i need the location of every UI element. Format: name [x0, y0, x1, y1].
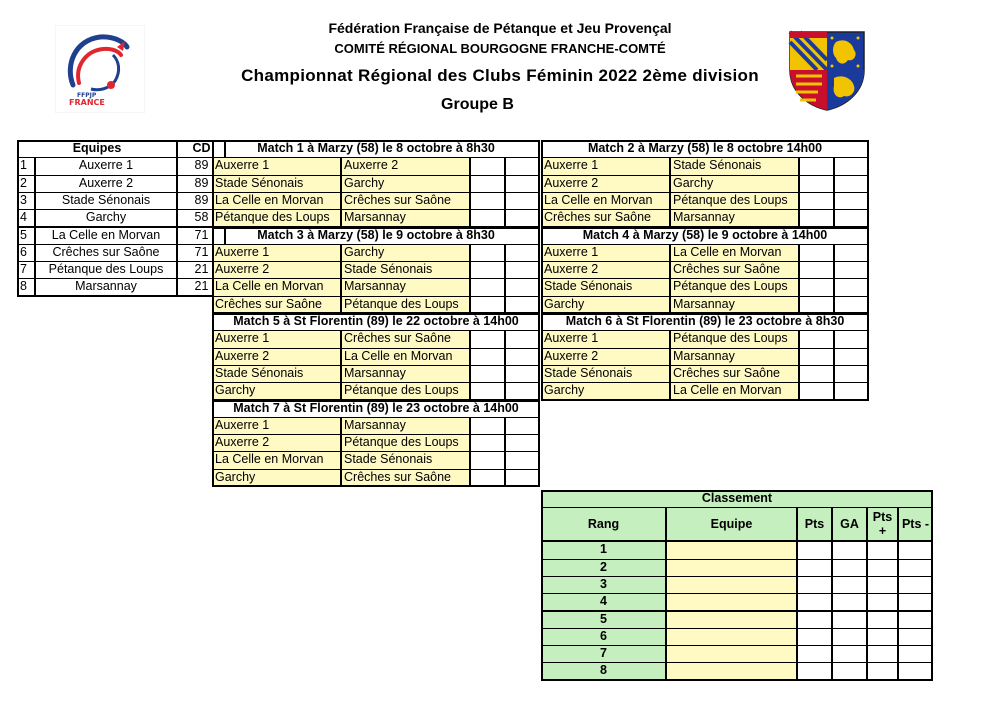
ranking-value [832, 628, 867, 646]
match-home-team: La Celle en Morvan [541, 192, 670, 210]
match-away-team: Crêches sur Saône [341, 192, 470, 210]
team-name: Auxerre 1 [35, 157, 177, 175]
match-title: Match 5 à St Florentin (89) le 22 octobre à 14h00 [212, 313, 540, 331]
match-title: Match 4 à Marzy (58) le 9 octobre à 14h00 [541, 227, 869, 245]
match-score-home [470, 348, 505, 366]
match-score-home [470, 469, 505, 487]
match-home-team: Auxerre 1 [212, 157, 341, 175]
match-score-home [470, 382, 505, 400]
match-away-team: Marsannay [341, 417, 470, 435]
teams-header-team: Equipes [17, 140, 177, 158]
team-cd: 58 [177, 209, 226, 227]
match-score-home [470, 296, 505, 314]
ranking-rank: 4 [541, 593, 666, 611]
match-score-home [470, 261, 505, 279]
federation-title: Fédération Française de Pétanque et Jeu Provençal [328, 20, 672, 36]
match-score-away [834, 192, 869, 210]
match-score-away [505, 330, 540, 348]
match-score-away [505, 192, 540, 210]
ranking-rank: 3 [541, 576, 666, 594]
match-home-team: Auxerre 1 [541, 330, 670, 348]
ranking-header-pts-plus: Pts + [867, 507, 898, 541]
match-home-team: Auxerre 2 [212, 261, 341, 279]
match-home-team: Garchy [212, 382, 341, 400]
match-home-team: Auxerre 2 [541, 348, 670, 366]
committee-title: COMITÉ RÉGIONAL BOURGOGNE FRANCHE-COMTÉ [334, 41, 666, 56]
match-score-away [505, 434, 540, 452]
ranking-value [832, 662, 867, 680]
match-away-team: Pétanque des Loups [341, 296, 470, 314]
team-cd: 21 [177, 278, 226, 296]
team-cd: 21 [177, 261, 226, 279]
match-away-team: Marsannay [341, 278, 470, 296]
ranking-value [898, 541, 933, 559]
match-score-home [470, 417, 505, 435]
match-away-team: Marsannay [670, 209, 799, 227]
ranking-team [666, 559, 797, 577]
match-score-home [799, 209, 834, 227]
region-coat-of-arms-icon [788, 30, 866, 112]
match-score-home [799, 192, 834, 210]
match-score-away [834, 175, 869, 193]
team-name: Stade Sénonais [35, 192, 177, 210]
match-score-home [799, 244, 834, 262]
ranking-value [898, 611, 933, 629]
match-home-team: Auxerre 1 [212, 330, 341, 348]
ranking-rank: 8 [541, 662, 666, 680]
ffpjp-rooster-logo [55, 25, 145, 113]
match-score-home [799, 365, 834, 383]
team-name: Crêches sur Saône [35, 244, 177, 262]
ranking-value [898, 662, 933, 680]
ranking-rank: 7 [541, 645, 666, 663]
match-score-away [505, 382, 540, 400]
match-home-team: La Celle en Morvan [212, 451, 341, 469]
team-cd: 89 [177, 192, 226, 210]
match-home-team: Stade Sénonais [541, 278, 670, 296]
match-score-away [505, 209, 540, 227]
match-home-team: Stade Sénonais [212, 175, 341, 193]
match-away-team: Crêches sur Saône [670, 365, 799, 383]
ffpjp-france-text: FRANCE [69, 98, 105, 107]
match-away-team: Pétanque des Loups [341, 382, 470, 400]
ranking-value [867, 662, 898, 680]
match-away-team: Stade Sénonais [341, 261, 470, 279]
match-home-team: Garchy [541, 296, 670, 314]
match-away-team: Marsannay [341, 209, 470, 227]
ranking-value [898, 645, 933, 663]
team-number: 3 [17, 192, 35, 210]
ranking-value [797, 645, 832, 663]
team-name: La Celle en Morvan [35, 227, 177, 245]
ranking-rank: 5 [541, 611, 666, 629]
match-score-away [505, 451, 540, 469]
ranking-value [832, 593, 867, 611]
match-home-team: La Celle en Morvan [212, 192, 341, 210]
match-away-team: Stade Sénonais [341, 451, 470, 469]
ranking-header-pts-minus: Pts - [898, 507, 933, 541]
ranking-value [832, 645, 867, 663]
match-title: Match 6 à St Florentin (89) le 23 octobre à 8h30 [541, 313, 869, 331]
match-score-home [470, 434, 505, 452]
team-number: 4 [17, 209, 35, 227]
ranking-header-rang: Rang [541, 507, 666, 541]
ranking-team [666, 662, 797, 680]
ranking-value [832, 541, 867, 559]
ranking-value [867, 628, 898, 646]
ranking-value [832, 576, 867, 594]
championship-title: Championnat Régional des Clubs Féminin 2022 2ème division [241, 66, 759, 85]
match-home-team: Stade Sénonais [212, 365, 341, 383]
teams-header-cd: CD [177, 140, 226, 158]
match-score-home [799, 261, 834, 279]
ranking-rank: 1 [541, 541, 666, 559]
match-home-team: Auxerre 1 [541, 244, 670, 262]
ranking-value [797, 593, 832, 611]
match-score-away [505, 365, 540, 383]
match-home-team: La Celle en Morvan [212, 278, 341, 296]
ranking-value [898, 576, 933, 594]
match-score-away [834, 296, 869, 314]
match-score-away [505, 244, 540, 262]
match-away-team: Pétanque des Loups [670, 330, 799, 348]
ranking-value [797, 662, 832, 680]
match-score-away [505, 469, 540, 487]
match-score-home [799, 348, 834, 366]
ranking-header-equipe: Equipe [666, 507, 797, 541]
match-away-team: Crêches sur Saône [341, 469, 470, 487]
ranking-value [898, 559, 933, 577]
ranking-value [867, 576, 898, 594]
ranking-value [797, 559, 832, 577]
match-away-team: Pétanque des Loups [341, 434, 470, 452]
ranking-header-ga: GA [832, 507, 867, 541]
match-away-team: Crêches sur Saône [341, 330, 470, 348]
match-away-team: Garchy [341, 175, 470, 193]
match-away-team: Marsannay [670, 348, 799, 366]
match-score-away [834, 261, 869, 279]
match-home-team: Auxerre 2 [541, 175, 670, 193]
match-score-away [505, 261, 540, 279]
match-score-home [799, 330, 834, 348]
match-score-home [470, 278, 505, 296]
match-score-away [834, 157, 869, 175]
team-cd: 89 [177, 157, 226, 175]
ranking-team [666, 593, 797, 611]
team-number: 1 [17, 157, 35, 175]
ranking-value [867, 541, 898, 559]
match-score-home [470, 209, 505, 227]
match-score-away [834, 209, 869, 227]
match-away-team: Garchy [670, 175, 799, 193]
ranking-value [797, 541, 832, 559]
ranking-value [898, 628, 933, 646]
match-away-team: Pétanque des Loups [670, 278, 799, 296]
match-score-home [470, 330, 505, 348]
ranking-rank: 6 [541, 628, 666, 646]
match-title: Match 3 à Marzy (58) le 9 octobre à 8h30 [212, 227, 540, 245]
match-score-home [799, 382, 834, 400]
match-title: Match 1 à Marzy (58) le 8 octobre à 8h30 [212, 140, 540, 158]
team-name: Pétanque des Loups [35, 261, 177, 279]
match-home-team: Crêches sur Saône [541, 209, 670, 227]
match-title: Match 2 à Marzy (58) le 8 octobre 14h00 [541, 140, 869, 158]
match-away-team: Pétanque des Loups [670, 192, 799, 210]
ranking-value [898, 593, 933, 611]
ranking-value [797, 576, 832, 594]
match-away-team: Marsannay [341, 365, 470, 383]
match-score-away [834, 382, 869, 400]
match-away-team: Stade Sénonais [670, 157, 799, 175]
match-away-team: Marsannay [670, 296, 799, 314]
ranking-value [867, 559, 898, 577]
match-away-team: La Celle en Morvan [341, 348, 470, 366]
ranking-header-pts: Pts [797, 507, 832, 541]
match-home-team: Garchy [212, 469, 341, 487]
match-score-home [470, 451, 505, 469]
match-score-away [505, 348, 540, 366]
match-home-team: Crêches sur Saône [212, 296, 341, 314]
match-away-team: Auxerre 2 [341, 157, 470, 175]
match-score-away [834, 244, 869, 262]
match-home-team: Auxerre 1 [212, 244, 341, 262]
match-away-team: La Celle en Morvan [670, 382, 799, 400]
match-away-team: La Celle en Morvan [670, 244, 799, 262]
match-score-home [799, 296, 834, 314]
match-home-team: Auxerre 1 [212, 417, 341, 435]
ranking-team [666, 541, 797, 559]
match-score-home [470, 157, 505, 175]
ranking-value [867, 611, 898, 629]
match-home-team: Garchy [541, 382, 670, 400]
match-score-home [799, 175, 834, 193]
match-score-away [834, 278, 869, 296]
ranking-rank: 2 [541, 559, 666, 577]
match-score-home [799, 278, 834, 296]
ranking-value [797, 611, 832, 629]
ranking-team [666, 611, 797, 629]
match-home-team: Pétanque des Loups [212, 209, 341, 227]
match-score-away [834, 330, 869, 348]
match-title: Match 7 à St Florentin (89) le 23 octobre à 14h00 [212, 400, 540, 418]
match-score-home [470, 365, 505, 383]
ranking-team [666, 645, 797, 663]
team-number: 7 [17, 261, 35, 279]
ranking-value [797, 628, 832, 646]
match-score-away [505, 417, 540, 435]
match-home-team: Auxerre 2 [212, 348, 341, 366]
match-away-team: Garchy [341, 244, 470, 262]
team-name: Auxerre 2 [35, 175, 177, 193]
ranking-value [832, 559, 867, 577]
match-home-team: Stade Sénonais [541, 365, 670, 383]
match-score-home [470, 192, 505, 210]
match-home-team: Auxerre 2 [212, 434, 341, 452]
match-score-away [505, 278, 540, 296]
group-title: Groupe B [441, 96, 514, 113]
ranking-team [666, 576, 797, 594]
team-number: 5 [17, 227, 35, 245]
team-cd: 89 [177, 175, 226, 193]
team-name: Garchy [35, 209, 177, 227]
ranking-title: Classement [541, 490, 933, 508]
match-score-away [505, 175, 540, 193]
team-number: 6 [17, 244, 35, 262]
team-number: 8 [17, 278, 35, 296]
team-name: Marsannay [35, 278, 177, 296]
match-score-away [505, 157, 540, 175]
match-score-away [505, 296, 540, 314]
team-number: 2 [17, 175, 35, 193]
match-score-home [470, 175, 505, 193]
match-score-away [834, 348, 869, 366]
ranking-value [832, 611, 867, 629]
match-home-team: Auxerre 1 [541, 157, 670, 175]
match-score-home [470, 244, 505, 262]
match-score-home [799, 157, 834, 175]
match-score-away [834, 365, 869, 383]
match-home-team: Auxerre 2 [541, 261, 670, 279]
ranking-team [666, 628, 797, 646]
team-cd: 71 [177, 227, 226, 245]
team-cd: 71 [177, 244, 226, 262]
match-away-team: Crêches sur Saône [670, 261, 799, 279]
ranking-value [867, 593, 898, 611]
ffpjp-small-text: FFPJP [77, 92, 97, 99]
ranking-value [867, 645, 898, 663]
